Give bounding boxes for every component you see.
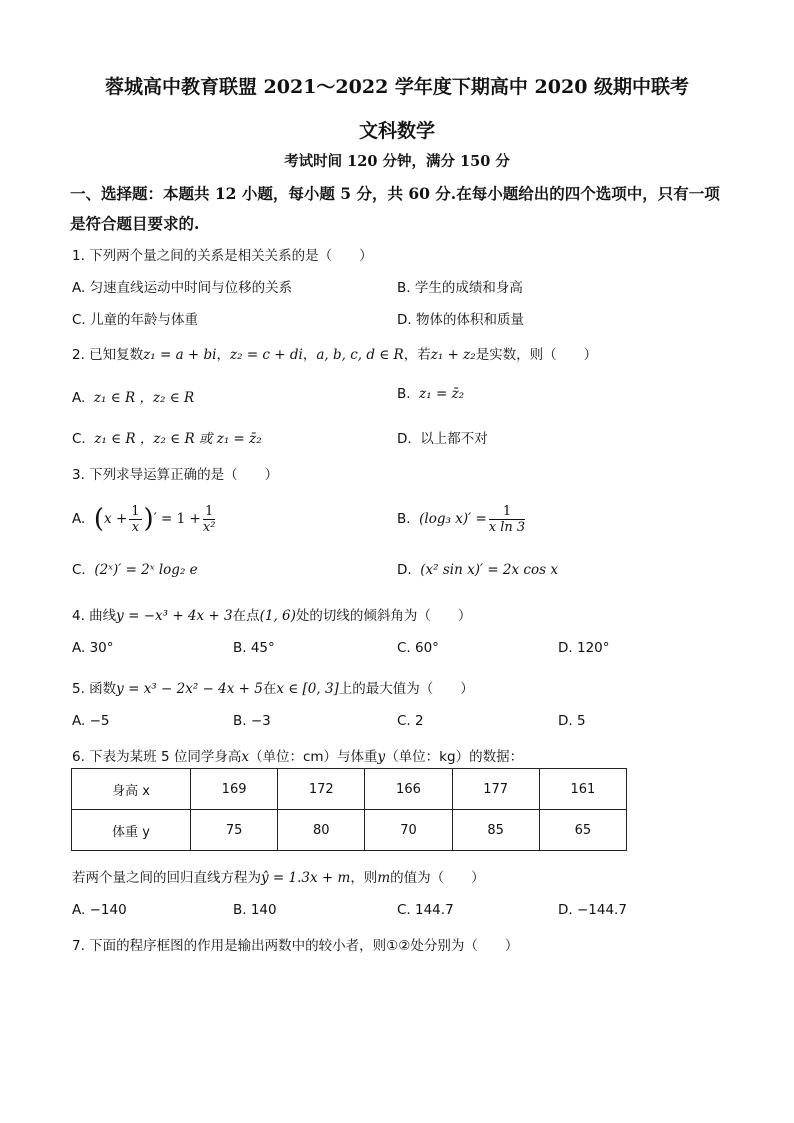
table-cell: 75 — [191, 810, 278, 851]
question-6-y: y — [377, 749, 386, 765]
question-2-option-b-label: B. — [397, 386, 411, 402]
question-2-option-d — [397, 427, 488, 447]
question-6-x: x — [241, 749, 249, 765]
question-1-option-a: A. 匀速直线运动中时间与位移的关系 — [72, 280, 293, 296]
question-2-option-d-label: D. — [397, 431, 412, 447]
question-4-expr: y = −x³ + 4x + 3 — [116, 608, 233, 624]
question-5-post: 上的最大值为（ ） — [338, 681, 474, 697]
question-3-stem: 3. 下列求导运算正确的是（ ） — [72, 467, 279, 483]
question-3-a-frac1-den: x — [131, 519, 140, 535]
question-5-range: x ∈ [0, 3] — [276, 681, 339, 697]
question-5-option-d: D. 5 — [558, 713, 586, 729]
question-6-stem — [72, 745, 523, 765]
exam-time-note: 考试时间 120 分钟，满分 150 分 — [284, 153, 510, 170]
question-2-option-c-label: C. — [72, 431, 86, 447]
question-2-option-a-label: A. — [72, 390, 86, 406]
question-6-option-d: D. −144.7 — [558, 902, 627, 918]
question-5-expr: y = x³ − 2x² − 4x + 5 — [116, 681, 263, 697]
table-row — [72, 769, 627, 810]
question-1-option-d: D. 物体的体积和质量 — [397, 312, 524, 328]
question-3-b-lhs: (log₃ x)′ = — [419, 511, 487, 527]
table-cell: 65 — [539, 810, 626, 851]
question-6-option-c: C. 144.7 — [397, 902, 454, 918]
question-3-a-frac2-den: x² — [202, 519, 216, 535]
table-cell: 166 — [365, 769, 452, 810]
question-2-option-d-text: 以上都不对 — [420, 431, 488, 447]
question-5-option-a: A. −5 — [72, 713, 110, 729]
question-3-option-b — [397, 497, 527, 541]
question-6-stem-pre: 6. 下表为某班 5 位同学身高 — [72, 749, 242, 765]
question-3-b-frac-num: 1 — [489, 504, 525, 520]
question-2-vars: a, b, c, d ∈ R — [316, 347, 404, 363]
section-heading-line1: 一、选择题：本题共 12 小题，每小题 5 分，共 60 分.在每小题给出的四个选项中，只有一项 — [70, 184, 720, 203]
question-3-option-b-expr — [419, 504, 527, 535]
question-3-option-c-text: (2ˣ)′ = 2ˣ log₂ e — [94, 562, 198, 578]
exam-subtitle: 文科数学 — [358, 120, 435, 142]
question-3-option-d-label: D. — [397, 562, 412, 578]
question-2-option-a-text: z₁ ∈ R ，z₂ ∈ R — [93, 390, 195, 406]
question-2-post: 是实数，则（ ） — [475, 347, 598, 363]
question-4-option-b: B. 45° — [233, 640, 275, 656]
question-4-post: 处的切线的倾斜角为（ ） — [295, 608, 472, 624]
question-2-pre: 2. 已知复数 — [72, 347, 144, 363]
question-6-follow-eq: ŷ = 1.3x + m — [261, 870, 351, 886]
question-2-option-c — [72, 427, 262, 447]
question-5-option-b: B. −3 — [233, 713, 271, 729]
table-cell: 体重 y — [72, 810, 191, 851]
table-cell: 70 — [365, 810, 452, 851]
table-cell: 177 — [452, 769, 539, 810]
question-2-option-c-text: z₁ ∈ R ，z₂ ∈ R 或 z₁ = z̄₂ — [94, 431, 262, 447]
question-6-option-a: A. −140 — [72, 902, 127, 918]
table-cell: 161 — [539, 769, 626, 810]
question-1-option-c: C. 儿童的年龄与体重 — [72, 312, 199, 328]
question-2-option-a — [72, 386, 194, 406]
question-6-option-b: B. 140 — [233, 902, 277, 918]
question-3-a-frac1 — [129, 504, 141, 535]
question-6-follow-pre: 若两个量之间的回归直线方程为 — [72, 870, 261, 886]
question-3-option-a-expr: ( x + $\frac{1}{x}$ ) ′ = 1 + $\frac{1}{\text{x²}}$ — [93, 503, 216, 535]
question-2-mid: ，若 — [403, 347, 431, 363]
question-3-option-a — [72, 497, 217, 541]
question-2-option-b-text: z₁ = z̄₂ — [419, 386, 465, 402]
question-5-mid: 在 — [262, 681, 277, 697]
question-6-stem-mid: （单位：cm）与体重 — [248, 749, 378, 765]
table-cell: 85 — [452, 810, 539, 851]
table-cell: 172 — [278, 769, 365, 810]
question-3-option-a-label: A. — [72, 511, 86, 527]
question-2-sep1: ， — [216, 347, 230, 363]
question-3-a-frac2-num: 1 — [203, 504, 216, 520]
question-2-z2: z₂ = c + di — [230, 347, 303, 363]
question-1-stem: 1. 下列两个量之间的关系是相关关系的是（ ） — [72, 248, 373, 264]
question-6-follow-mid: ，则 — [350, 870, 378, 886]
exam-title: 蓉城高中教育联盟 2021～2022 学年度下期高中 2020 级期中联考 — [104, 76, 690, 98]
question-2-z1: z₁ = a + bi — [143, 347, 217, 363]
question-3-b-frac — [489, 504, 525, 535]
question-4-mid: 在点 — [232, 608, 260, 624]
table-cell: 80 — [278, 810, 365, 851]
question-4-option-a: A. 30° — [72, 640, 114, 656]
question-3-a-frac1-num: 1 — [131, 503, 140, 519]
question-4-pre: 4. 曲线 — [72, 608, 117, 624]
question-3-option-c — [72, 562, 198, 578]
question-6-follow-post: 的值为（ ） — [390, 870, 485, 886]
section-heading-line2: 是符合题目要求的. — [70, 214, 200, 233]
question-4-stem — [72, 604, 471, 624]
question-3-a-mid: ′ = 1 + — [153, 511, 201, 527]
question-4-option-d: D. 120° — [558, 640, 610, 656]
question-3-option-b-label: B. — [397, 511, 411, 527]
question-3-option-d-text: (x² sin x)′ = 2x cos x — [420, 562, 558, 578]
question-4-point: (1, 6) — [259, 608, 296, 624]
question-2-stem — [72, 343, 597, 363]
table-cell: 169 — [191, 769, 278, 810]
question-2-sum: z₁ + z₂ — [430, 347, 476, 363]
question-3-a-frac2 — [203, 504, 216, 535]
question-5-pre: 5. 函数 — [72, 681, 117, 697]
table-row — [72, 810, 627, 851]
question-5-option-c: C. 2 — [397, 713, 424, 729]
question-5-stem — [72, 677, 474, 697]
question-7-stem: 7. 下面的程序框图的作用是输出两数中的较小者，则①②处分别为（ ） — [72, 938, 519, 954]
question-6-follow-m: m — [377, 870, 391, 886]
question-4-option-c: C. 60° — [397, 640, 439, 656]
table-cell: 身高 x — [72, 769, 191, 810]
question-3-option-c-label: C. — [72, 562, 86, 578]
question-6-followup — [72, 866, 485, 886]
question-6-table — [71, 768, 627, 851]
question-3-option-d — [397, 562, 558, 578]
question-6-stem-post: （单位：kg）的数据： — [385, 749, 524, 765]
question-1-option-b: B. 学生的成绩和身高 — [397, 280, 523, 296]
question-2-option-b — [397, 386, 464, 402]
question-3-b-frac-den: x ln 3 — [488, 519, 526, 535]
question-3-a-lhs: x + — [104, 511, 128, 527]
question-2-sep2: ， — [302, 347, 317, 363]
